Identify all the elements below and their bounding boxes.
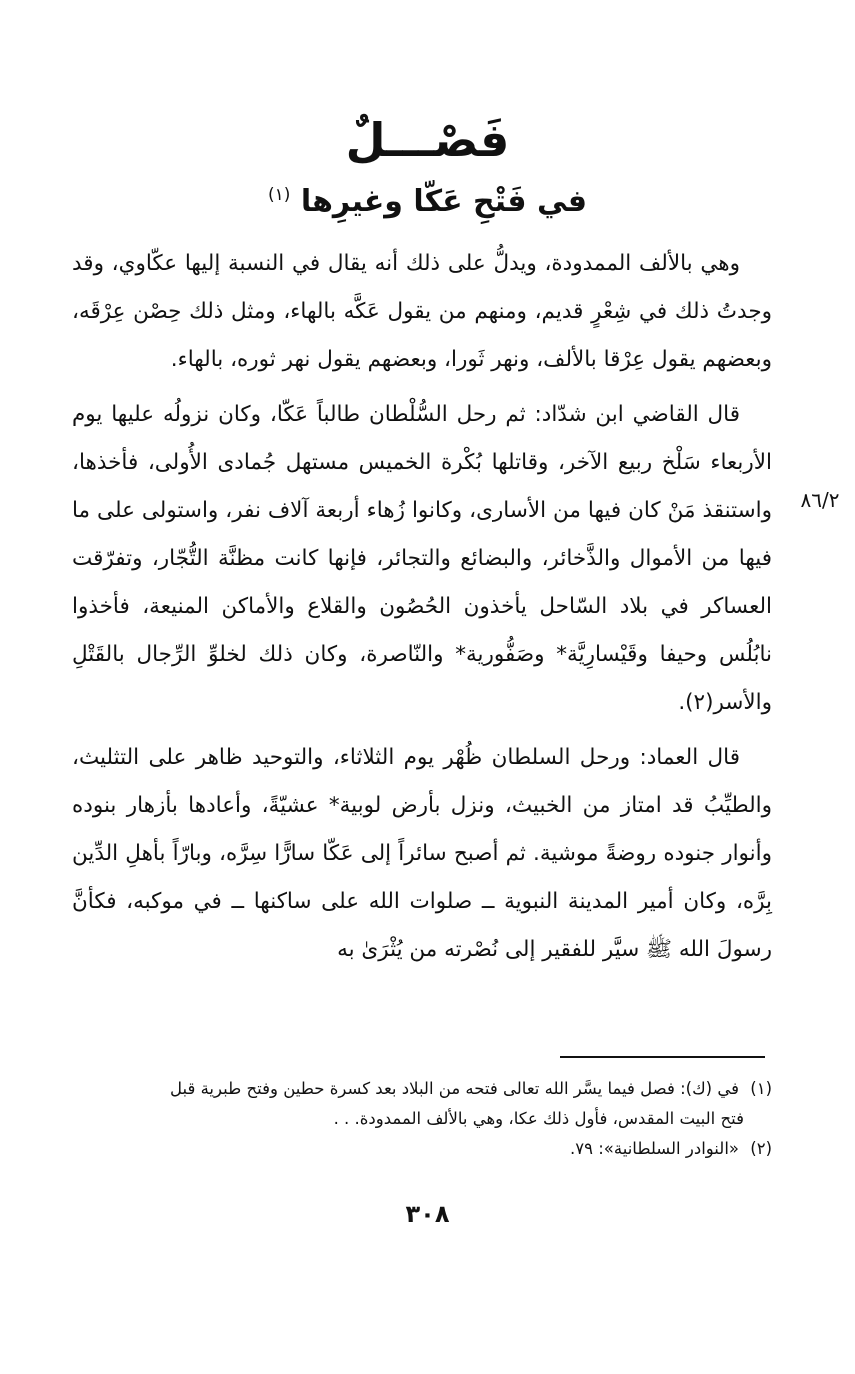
chapter-subtitle-text: في فَتْحِ عَكّا وغيرِها bbox=[300, 184, 588, 219]
footnote-2 bbox=[72, 1135, 772, 1163]
footnote-2-number: (٢) bbox=[750, 1139, 772, 1158]
subtitle-footnote-ref: (١) bbox=[267, 185, 291, 205]
paragraph-2: قال القاضي ابن شدّاد: ثم رحل السُّلْطان طالباً عَكّا، وكان نزولُه عليها يوم الأربعاء سَلْخ ربيع الآخر، وقاتلها بُكْرة الخميس مستهل جُمادى الأُولى، فأخذها، واستنقذ مَنْ كان فيها من الأسارى، وكانوا زُهاء أربعة آلاف نفر، واستولى على ما فيها من الأموال والذَّخائر، والبضائع والتجائر، فإنها كانت مظنَّة التُّجّار، وتفرّقت العساكر في بلاد السّاحل يأخذون الحُصُون والقلاع والأماكن المنيعة، فأخذوا نابُلُس وحيفا وقَيْسارِيَّة* وصَفُّورية* والنّاصرة، وكان ذلك لخلوِّ الرِّجال بالقَتْلِ والأسر(٢). bbox=[72, 402, 772, 715]
chapter-title: فَصْـــلٌ bbox=[345, 113, 510, 167]
paragraph-3: قال العماد: ورحل السلطان ظُهْر يوم الثلاثاء، والتوحيد ظاهر على التثليث، والطيِّبُ قد امتاز من الخبيث، ونزل بأرض لوبية* عشيّةً، وأعادها بأزهار بنوده وأنوار جنوده روضةً موشية. ثم أصبح سائراً إلى عَكّا سارًّا سِرَّه، وبارّاً بأهلِ الدِّين بِرَّه، وكان أمير المدينة النبوية ــ صلوات الله على ساكنها ــ في موكبه، فكأنَّ رسولَ الله ﷺ سيَّر للفقير إلى نُصْرته من يُثْرَىٰ به bbox=[72, 745, 772, 962]
footnote-divider bbox=[560, 1056, 765, 1058]
paragraph-1: وهي بالألف الممدودة، ويدلُّ على ذلك أنه يقال في النسبة إليها عكّاوي، وقد وجدتُ ذلك في شِعْرٍ قديم، ومنهم من يقول عَكَّه بالهاء، ومثل ذلك حِصْن عِرْقَه، وبعضهم يقول عِرْقا بالألف، ونهر ثَورا، وبعضهم يقول نهر ثوره، بالهاء. bbox=[72, 251, 772, 372]
footnotes bbox=[72, 1075, 772, 1165]
footnote-1-continuation: فتح البيت المقدس، فأول ذلك عكا، وهي بالألف الممدودة. . . bbox=[333, 1109, 744, 1128]
footnote-1-number: (١) bbox=[750, 1079, 772, 1098]
page-number: ٣٠٨ bbox=[405, 1200, 450, 1228]
footnote-1 bbox=[72, 1075, 772, 1103]
margin-reference: ٨٦/٢ bbox=[800, 488, 840, 512]
footnote-1-text: في (ك): فصل فيما يسَّر الله تعالى فتحه من البلاد بعد كسرة حطين وفتح طبرية قبل bbox=[169, 1079, 739, 1098]
footnote-2-text: «النوادر السلطانية»: ٧٩. bbox=[569, 1139, 739, 1158]
body-text bbox=[72, 240, 772, 981]
chapter-subtitle bbox=[0, 170, 855, 227]
